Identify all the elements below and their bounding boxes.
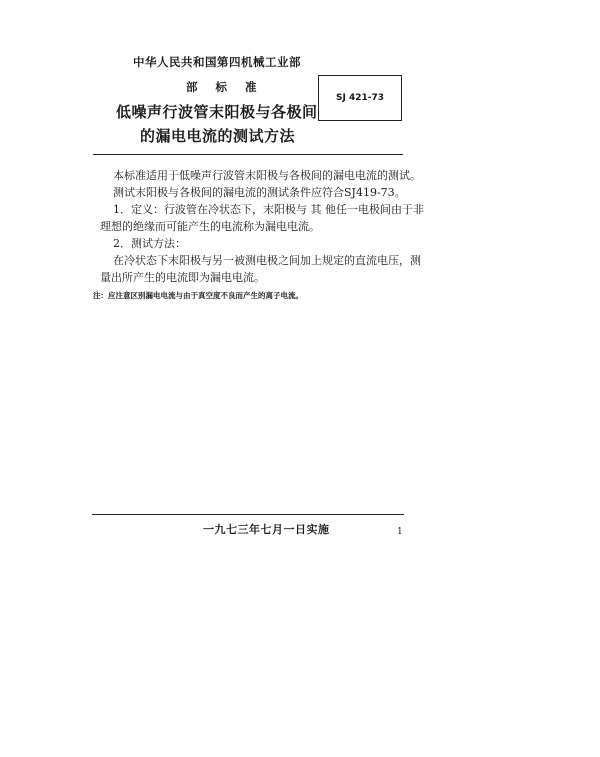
note-text: 注：应注意区别漏电电流与由于真空度不良而产生的离子电流。 — [93, 291, 303, 300]
method-heading: 2．测试方法： — [113, 237, 186, 250]
footer-divider — [92, 514, 404, 515]
ministry-name: 中华人民共和国第四机械工业部 — [133, 55, 301, 69]
page-number: 1 — [397, 527, 403, 537]
scope-paragraph: 本标准适用于低噪声行波管末阳极与各极间的漏电电流的测试。 — [113, 169, 421, 182]
header-divider — [93, 154, 403, 155]
document-title-line-1: 低噪声行波管末阳极与各极间 — [116, 103, 318, 121]
definition-paragraph-line-1: 1．定义：行波管在冷状态下，末阳极与 其 他任一电极间由于非 — [113, 203, 424, 216]
standard-type: 部 标 准 — [186, 80, 257, 94]
effective-date: 一九七三年七月一日实施 — [203, 523, 330, 536]
standard-code-box — [318, 75, 402, 121]
conditions-paragraph: 测试末阳极与各极间的漏电流的测试条件应符合SJ419-73。 — [113, 186, 406, 199]
document-title-line-2: 的漏电电流的测试方法 — [140, 127, 296, 145]
definition-paragraph-line-2: 理想的绝缘而可能产生的电流称为漏电电流。 — [100, 220, 320, 233]
standard-code: SJ 421-73 — [335, 93, 384, 103]
method-paragraph-line-1: 在冷状态下末阳极与另一被测电极之间加上规定的直流电压，测 — [113, 254, 421, 267]
method-paragraph-line-2: 量出所产生的电流即为漏电电流。 — [100, 271, 265, 284]
